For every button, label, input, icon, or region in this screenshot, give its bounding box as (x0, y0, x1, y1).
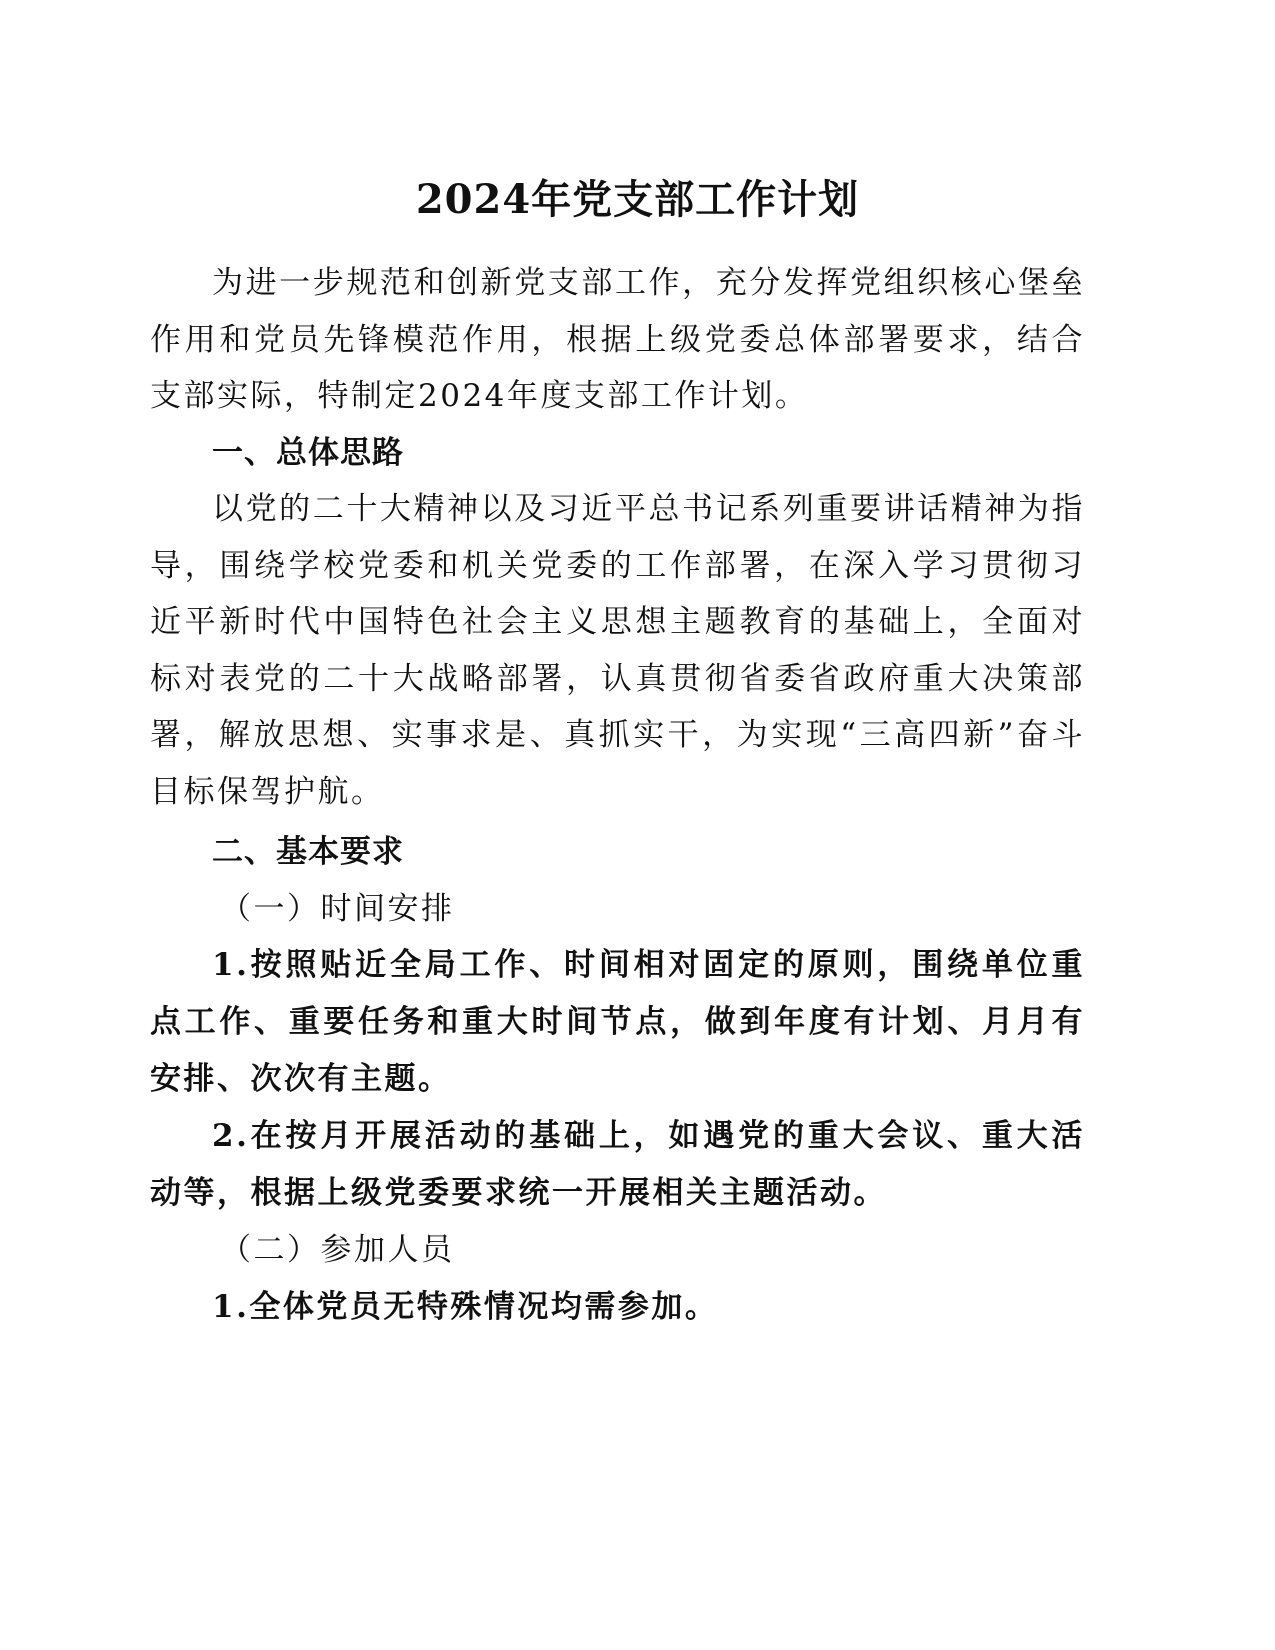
intro-paragraph: 为进一步规范和创新党支部工作，充分发挥党组织核心堡垒作用和党员先锋模范作用，根据上级党委总体部署要求，结合支部实际，特制定2024年度支部工作计划。 (150, 265, 1085, 414)
overall-approach-paragraph: 以党的二十大精神以及习近平总书记系列重要讲话精神为指导，围绕学校党委和机关党委的工作部署，在深入学习贯彻习近平新时代中国特色社会主义思想主题教育的基础上，全面对标对表党的二十大战略部署，认真贯彻省委省政府重大决策部署，解放思想、实事求是、真抓实干，为实现“三高四新”奋斗目标保驾护航。 (150, 491, 1085, 810)
time-arrangement-item-2: 2.在按月开展活动的基础上，如遇党的重大会议、重大活动等，根据上级党委要求统一开展相关主题活动。 (150, 1118, 1085, 1211)
subsection-heading-time-arrangement: （一）时间安排 (220, 890, 455, 927)
subsection-heading-participants: （二）参加人员 (220, 1232, 455, 1268)
time-arrangement-item-1: 1.按照贴近全局工作、时间相对固定的原则，围绕单位重点工作、重要任务和重大时间节点，做到年度有计划、月月有安排、次次有主题。 (150, 947, 1085, 1097)
section-heading-overall-approach: 一、总体思路 (212, 434, 404, 471)
section-heading-basic-requirements: 二、基本要求 (212, 834, 404, 870)
document-body (150, 255, 1085, 1336)
participants-item-1: 1.全体党员无特殊情况均需参加。 (212, 1288, 719, 1325)
page-title: 2024年党支部工作计划 (415, 176, 860, 223)
